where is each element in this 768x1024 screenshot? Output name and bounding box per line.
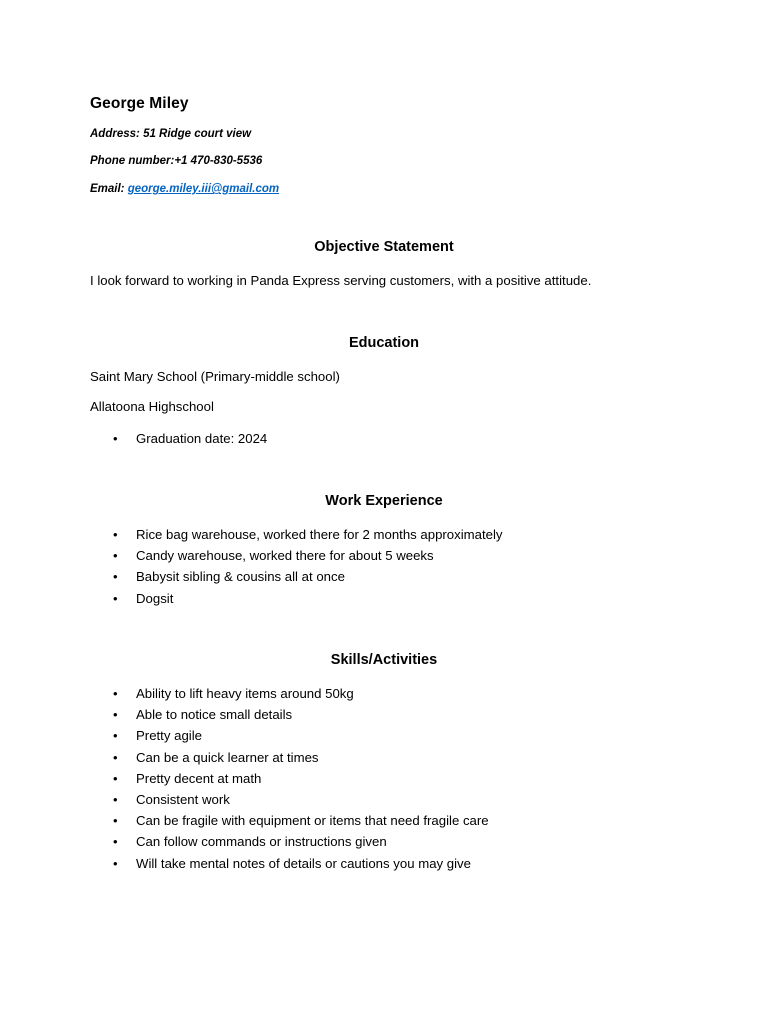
email-line — [90, 183, 279, 195]
work-bullet-text: Babysit sibling & cousins all at once — [136, 569, 345, 585]
bullet-icon: • — [113, 855, 118, 871]
bullet-icon: • — [113, 569, 118, 585]
phone-value: +1 470-830-5536 — [174, 155, 263, 167]
bullet-icon: • — [113, 834, 118, 850]
bullet-icon: • — [113, 548, 118, 564]
objective-text: I look forward to working in Panda Express serving customers, with a positive attitude. — [90, 273, 592, 288]
work-heading: Work Experience — [325, 493, 443, 509]
education-bullet-text: Graduation date: 2024 — [136, 431, 268, 446]
phone-line — [90, 155, 262, 167]
skill-bullet-text: Pretty agile — [136, 728, 202, 744]
work-bullet-text: Dogsit — [136, 590, 174, 606]
bullet-icon: • — [113, 707, 118, 723]
skill-bullet-text: Can be fragile with equipment or items that need fragile care — [136, 813, 489, 829]
address-value: 51 Ridge court view — [143, 128, 252, 140]
skills-heading: Skills/Activities — [330, 652, 438, 668]
email-label: Email: — [90, 183, 125, 195]
school-high: Allatoona Highschool — [90, 399, 214, 414]
skill-bullet-text: Can be a quick learner at times — [136, 749, 319, 765]
address-line — [90, 128, 251, 140]
bullet-icon: • — [113, 749, 118, 765]
bullet-icon: • — [113, 431, 118, 446]
bullet-icon: • — [113, 527, 118, 542]
bullet-icon: • — [113, 770, 118, 786]
bullet-icon: • — [113, 813, 118, 829]
bullet-icon: • — [113, 791, 118, 807]
skill-bullet-text: Consistent work — [136, 791, 230, 807]
objective-heading: Objective Statement — [314, 239, 454, 255]
phone-label: Phone number: — [90, 155, 175, 167]
skill-bullet-text: Able to notice small details — [136, 707, 293, 723]
education-heading: Education — [348, 335, 420, 351]
skill-bullet-text: Ability to lift heavy items around 50kg — [136, 686, 354, 701]
bullet-icon: • — [113, 728, 118, 744]
work-bullet-text: Rice bag warehouse, worked there for 2 months approximately — [136, 527, 503, 542]
skill-bullet-text: Pretty decent at math — [136, 770, 262, 786]
email-link[interactable]: george.miley.iii@gmail.com — [127, 183, 280, 195]
school-primary: Saint Mary School (Primary-middle school) — [90, 369, 340, 384]
address-label: Address: — [90, 128, 140, 140]
skill-bullet-text: Can follow commands or instructions given — [136, 834, 387, 850]
skill-bullet-text: Will take mental notes of details or cautions you may give — [136, 855, 471, 871]
bullet-icon: • — [113, 686, 118, 701]
bullet-icon: • — [113, 590, 118, 606]
resume-name: George Miley — [90, 95, 189, 112]
work-bullet-text: Candy warehouse, worked there for about 5 weeks — [136, 548, 434, 564]
